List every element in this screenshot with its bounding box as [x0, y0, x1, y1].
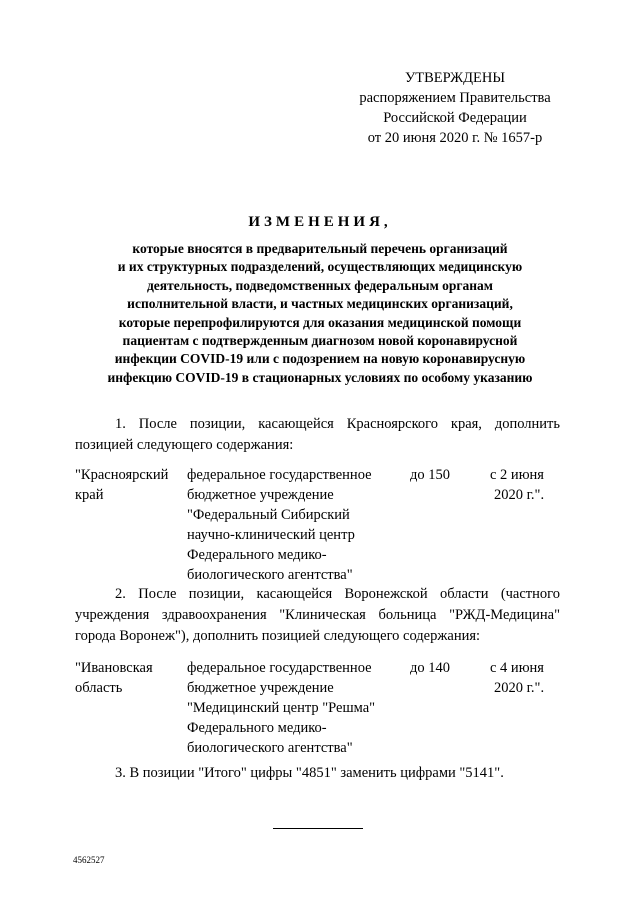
document-subtitle [70, 240, 570, 387]
paragraph-line: 1. После позиции, касающейся Красноярского края, дополнить [115, 416, 560, 432]
paragraph-line: 2. После позиции, касающейся Воронежской области (частного [115, 586, 560, 602]
paragraph-line: города Воронеж"), дополнить позицией следующего содержания: [75, 628, 481, 644]
approval-line: распоряжением Правительства [359, 90, 551, 106]
organization-line: Федерального медико- [187, 547, 327, 563]
organization-cell [187, 658, 402, 758]
organization-cell [187, 465, 402, 585]
organization-line: федеральное государственное [187, 660, 372, 676]
subtitle-line: и их структурных подразделений, осуществляющих медицинскую [117, 259, 523, 275]
paragraph-line: позицией следующего содержания: [75, 437, 294, 453]
region-line: край [75, 487, 104, 503]
item-2-table-row [75, 658, 560, 758]
organization-line: Федерального медико- [187, 720, 327, 736]
subtitle-line: деятельность, подведомственных федеральным органам [146, 277, 494, 293]
paragraph-line: учреждения здравоохранения "Клиническая больница "РЖД-Медицина" [75, 607, 560, 623]
region-cell [75, 465, 180, 505]
organization-line: бюджетное учреждение [187, 487, 334, 503]
date-cell [490, 465, 562, 505]
date-line: с 2 июня [490, 467, 544, 483]
region-cell [75, 658, 180, 698]
item-2-paragraph [75, 584, 560, 647]
beds-value: до 150 [410, 467, 451, 483]
item-1-table-row [75, 465, 560, 585]
organization-line: биологического агентства" [187, 740, 353, 756]
organization-line: "Медицинский центр "Решма" [187, 700, 376, 716]
organization-line: бюджетное учреждение [187, 680, 334, 696]
subtitle-line: инфекции COVID-19 или с подозрением на новую коронавирусную [114, 351, 526, 367]
beds-cell [410, 465, 470, 485]
date-line: 2020 г.". [494, 680, 545, 696]
approval-line: Российской Федерации [383, 110, 527, 126]
approval-line: от 20 июня 2020 г. № 1657-р [367, 130, 543, 146]
region-line: область [75, 680, 123, 696]
item-1-paragraph [75, 414, 560, 456]
organization-line: "Федеральный Сибирский [187, 507, 350, 523]
subtitle-line: инфекцию COVID-19 в стационарных условиях по особому указанию [107, 369, 533, 385]
subtitle-line: которые вносятся в предварительный перечень организаций [132, 241, 508, 256]
beds-value: до 140 [410, 660, 451, 676]
date-line: с 4 июня [490, 660, 544, 676]
document-title: ИЗМЕНЕНИЯ, [248, 214, 392, 230]
organization-line: научно-клинический центр [187, 527, 355, 543]
paragraph-line: 3. В позиции "Итого" цифры "4851" заменить цифрами "5141". [115, 765, 504, 781]
date-line: 2020 г.". [494, 487, 545, 503]
subtitle-line: исполнительной власти, и частных медицинских организаций, [127, 296, 513, 312]
organization-line: федеральное государственное [187, 467, 372, 483]
region-line: "Ивановская [75, 660, 153, 676]
subtitle-line: пациентам с подтвержденным диагнозом новой коронавирусной [122, 333, 518, 349]
organization-line: биологического агентства" [187, 567, 353, 583]
date-cell [490, 658, 562, 698]
region-line: "Красноярский [75, 467, 169, 483]
approval-line: УТВЕРЖДЕНЫ [404, 70, 506, 86]
approval-block [345, 68, 565, 148]
subtitle-line: которые перепрофилируются для оказания медицинской помощи [118, 314, 522, 330]
beds-cell [410, 658, 470, 678]
document-number: 4562527 [73, 855, 105, 865]
closing-rule [273, 828, 363, 829]
item-3-paragraph [75, 763, 560, 784]
